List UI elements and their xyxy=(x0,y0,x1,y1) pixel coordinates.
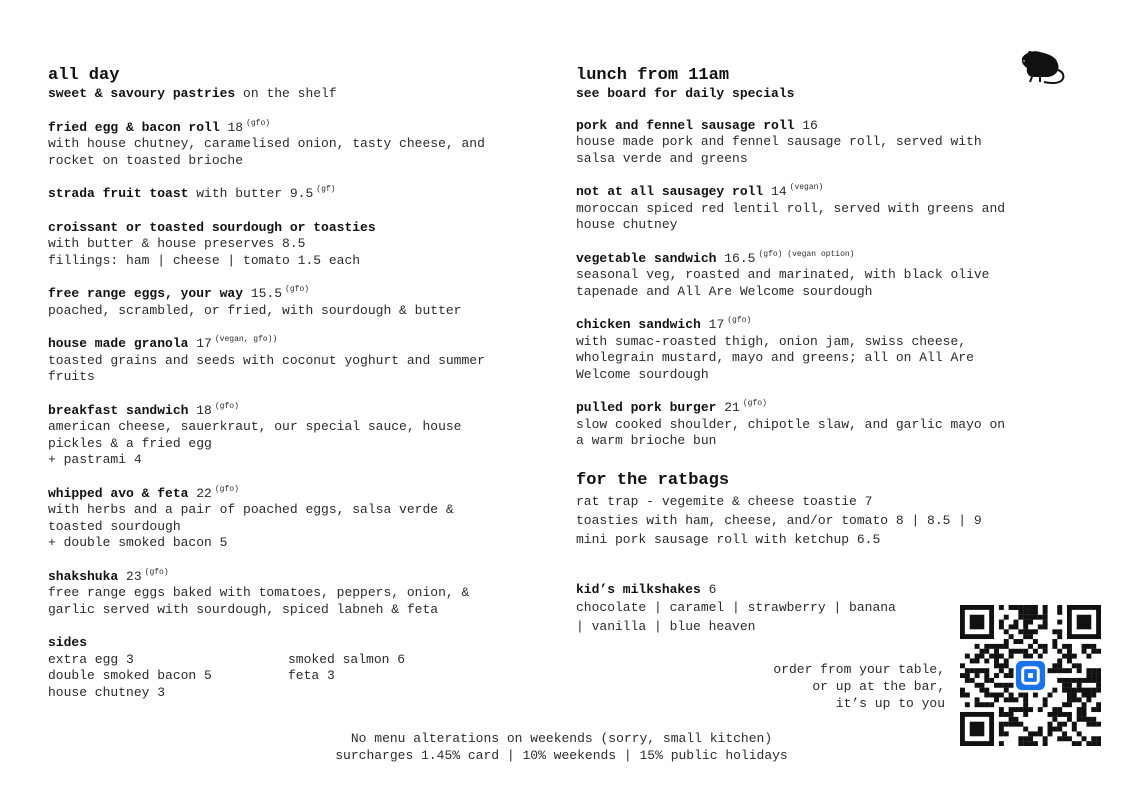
menu-item-description: slow cooked shoulder, chipotle slaw, and garlic mayo on xyxy=(576,416,1006,432)
ratbags-title: for the ratbags xyxy=(576,470,730,490)
menu-item-tag: (vegan) xyxy=(789,183,824,192)
menu-item-price: 16.5 xyxy=(724,250,756,266)
order-line: or up at the bar, xyxy=(812,679,945,694)
menu-item-description: with sumac-roasted thigh, onion jam, swiss cheese, xyxy=(576,333,967,349)
menu-item-description: fillings: ham | cheese | tomato 1.5 each xyxy=(48,252,361,268)
menu-item-tag: (gfo) xyxy=(246,118,271,128)
menu-item-name: fried egg & bacon roll xyxy=(48,119,220,135)
menu-item-name: pork and fennel sausage roll xyxy=(576,117,795,133)
footer-line: surcharges 1.45% card | 10% weekends | 15% public holidays xyxy=(335,748,788,763)
menu-item xyxy=(48,120,548,170)
menu-item-header xyxy=(576,184,1076,201)
menu-item xyxy=(48,220,548,270)
menu-item-price: 15.5 xyxy=(250,286,283,301)
menu-item-description: house made pork and fennel sausage roll, served with xyxy=(576,134,982,149)
pastries-note: on the shelf xyxy=(243,86,337,101)
menu-item-tag: (gfo) xyxy=(285,285,310,294)
side-item: extra egg 3 xyxy=(48,651,134,667)
ratbags-item: toasties with ham, cheese, and/or tomato 8 | 8.5 | 9 xyxy=(576,512,982,528)
menu-item-tag: (gfo) (vegan option) xyxy=(758,249,855,259)
menu-item-description: house chutney xyxy=(576,217,678,232)
pastries-line xyxy=(48,86,548,103)
all-day-title: all day xyxy=(48,66,120,85)
menu-item-price: 18 xyxy=(227,119,244,135)
menu-item-header xyxy=(48,120,548,137)
menu-item-description: seasonal veg, roasted and marinated, with black olive xyxy=(576,267,990,282)
menu-item-tag: (gfo) xyxy=(144,567,169,577)
menu-item-price: 14 xyxy=(771,184,787,199)
menu-item-price: 23 xyxy=(126,568,142,584)
menu-item-description: rocket on toasted brioche xyxy=(48,152,244,168)
menu-item-name: croissant or toasted sourdough or toasties xyxy=(48,219,376,235)
side-item: smoked salmon 6 xyxy=(288,651,406,667)
menu-item-header xyxy=(576,400,1076,417)
menu-item-description: toasted sourdough xyxy=(48,518,181,534)
sides-col-left xyxy=(48,652,288,702)
menu-item xyxy=(576,400,1076,450)
lunch-subtitle: see board for daily specials xyxy=(576,86,795,101)
sides-col-right xyxy=(288,652,528,702)
menu-item-description: with herbs and a pair of poached eggs, salsa verde & xyxy=(48,502,454,517)
footer-notes xyxy=(0,730,1123,764)
menu-item-description: moroccan spiced red lentil roll, served with greens and xyxy=(576,200,1006,216)
menu-item-price: 16 xyxy=(802,117,818,133)
ratbags-item: mini pork sausage roll with ketchup 6.5 xyxy=(576,531,881,547)
milkshakes-price: 6 xyxy=(708,581,717,597)
menu-item xyxy=(48,486,548,552)
menu-item-description: salsa verde and greens xyxy=(576,150,748,166)
menu-item xyxy=(48,186,548,203)
menu-item-header xyxy=(48,186,548,203)
menu-item-description: Welcome sourdough xyxy=(576,366,709,382)
menu-item-description: pickles & a fried egg xyxy=(48,435,212,451)
sides-title: sides xyxy=(48,635,88,650)
menu-item-description: toasted grains and seeds with coconut yoghurt and summer xyxy=(48,352,485,368)
menu-item-name: whipped avo & feta xyxy=(48,485,189,501)
menu-item xyxy=(576,251,1076,301)
menu-item-description: garlic served with sourdough, spiced labneh & feta xyxy=(48,601,439,617)
milkshakes-flavours: | vanilla | blue heaven xyxy=(576,619,756,634)
menu-item-price: 22 xyxy=(196,485,212,501)
menu-item-header xyxy=(48,403,548,420)
ratbags-item: rat trap - vegemite & cheese toastie 7 xyxy=(576,493,873,509)
menu-item-description: with house chutney, caramelised onion, tasty cheese, and xyxy=(48,136,485,151)
menu-item-name: not at all sausagey roll xyxy=(576,184,764,199)
menu-item-description: poached, scrambled, or fried, with sourdough & butter xyxy=(48,302,462,318)
menu-item-header xyxy=(48,486,548,503)
menu-item-description: free range eggs baked with tomatoes, peppers, onion, & xyxy=(48,585,470,600)
menu-item-price: 21 xyxy=(724,400,740,415)
lunch-items xyxy=(576,118,1076,450)
order-note xyxy=(773,661,945,712)
side-item: feta 3 xyxy=(288,668,335,683)
all-day-items xyxy=(48,120,548,619)
menu-item-name: pulled pork burger xyxy=(576,400,717,415)
menu-item-price: 17 xyxy=(196,336,212,351)
footer-line: No menu alterations on weekends (sorry, small kitchen) xyxy=(350,731,773,746)
menu-item-description: + pastrami 4 xyxy=(48,452,142,467)
menu-item-description: a warm brioche bun xyxy=(576,433,717,448)
lunch-title: lunch from 11am xyxy=(576,66,730,85)
menu-item-tag: (gfo) xyxy=(742,399,767,408)
sides-section xyxy=(48,635,548,701)
menu-item-name: chicken sandwich xyxy=(576,317,701,332)
menu-item-header xyxy=(48,220,548,237)
menu-item xyxy=(48,286,548,319)
menu-item-description: tapenade and All Are Welcome sourdough xyxy=(576,283,873,299)
menu-item xyxy=(576,118,1076,168)
menu-item-header xyxy=(576,118,1076,135)
milkshakes-header xyxy=(576,582,1076,599)
menu-item xyxy=(48,336,548,386)
menu-item-description: fruits xyxy=(48,369,95,384)
qr-code-icon[interactable] xyxy=(960,605,1101,746)
order-line: order from your table, xyxy=(773,662,945,677)
menu-item xyxy=(48,403,548,469)
menu-item-name: free range eggs, your way xyxy=(48,286,244,301)
menu-item-name: vegetable sandwich xyxy=(576,250,717,266)
menu-item-tag: (gf) xyxy=(316,185,336,194)
menu-item-description: american cheese, sauerkraut, our special sauce, house xyxy=(48,419,462,434)
menu-item-name: shakshuka xyxy=(48,568,119,584)
milkshakes-name: kid’s milkshakes xyxy=(576,581,701,597)
menu-item-description: with butter & house preserves 8.5 xyxy=(48,236,306,251)
menu-item-price: 18 xyxy=(196,402,212,418)
all-day-section xyxy=(48,66,548,701)
menu-item-header xyxy=(48,569,548,586)
menu-item-tag: (gfo) xyxy=(214,484,239,494)
side-item: house chutney 3 xyxy=(48,684,166,700)
menu-item-header xyxy=(48,286,548,303)
menu-item-header xyxy=(576,251,1076,268)
menu-item-price: with butter 9.5 xyxy=(196,186,314,201)
menu-item xyxy=(48,569,548,619)
rat-logo-icon xyxy=(1018,46,1066,86)
pastries-label: sweet & savoury pastries xyxy=(48,86,236,101)
milkshakes-flavours: chocolate | caramel | strawberry | banana xyxy=(576,600,896,615)
side-item: double smoked bacon 5 xyxy=(48,668,212,683)
menu-item-tag: (vegan, gfo)) xyxy=(214,335,278,344)
menu-item-tag: (gfo) xyxy=(727,316,752,325)
menu-item-tag: (gfo) xyxy=(214,401,239,411)
menu-item-description: wholegrain mustard, mayo and greens; all on All Are xyxy=(576,350,974,365)
menu-item-name: strada fruit toast xyxy=(48,186,189,201)
ratbags-section xyxy=(576,471,1076,549)
menu-item xyxy=(576,317,1076,383)
order-line: it’s up to you xyxy=(835,696,945,711)
menu-item-description: + double smoked bacon 5 xyxy=(48,535,228,550)
menu-item-header xyxy=(576,317,1076,334)
menu-item-price: 17 xyxy=(708,317,725,332)
menu-item xyxy=(576,184,1076,234)
menu-item-header xyxy=(48,336,548,353)
sides-grid xyxy=(48,652,548,702)
menu-item-name: house made granola xyxy=(48,336,189,351)
lunch-section xyxy=(576,66,1076,636)
menu-item-name: breakfast sandwich xyxy=(48,402,189,418)
